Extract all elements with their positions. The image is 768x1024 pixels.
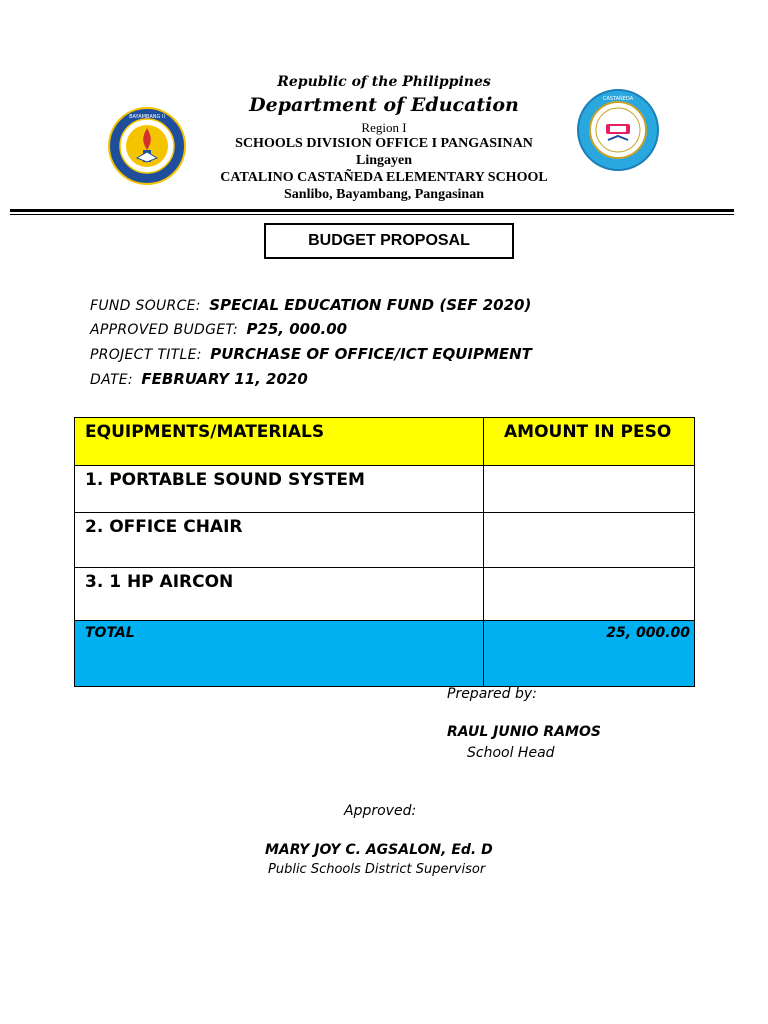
table-row bbox=[75, 466, 695, 513]
republic-heading: Republic of the Philippines bbox=[277, 74, 491, 90]
amount-cell bbox=[484, 513, 695, 568]
total-label: TOTAL bbox=[75, 621, 484, 687]
date-value: FEBRUARY 11, 2020 bbox=[141, 370, 308, 388]
prepared-by-label: Prepared by: bbox=[447, 686, 537, 702]
header-divider-thin bbox=[10, 214, 734, 215]
total-value: 25, 000.00 bbox=[484, 621, 695, 687]
division-seal-icon bbox=[107, 106, 187, 186]
total-row bbox=[75, 621, 695, 687]
item-cell: 3. 1 HP AIRCON bbox=[75, 568, 484, 621]
table-header-row bbox=[75, 418, 695, 466]
project-title-value: PURCHASE OF OFFICE/ICT EQUIPMENT bbox=[210, 345, 532, 363]
document-title: BUDGET PROPOSAL bbox=[264, 223, 514, 259]
column-header-item: EQUIPMENTS/MATERIALS bbox=[75, 418, 484, 466]
school-seal-icon bbox=[576, 88, 660, 172]
fund-source-value: SPECIAL EDUCATION FUND (SEF 2020) bbox=[209, 296, 532, 314]
date-line bbox=[90, 370, 308, 388]
header-divider-thick bbox=[10, 209, 734, 212]
city-text: Lingayen bbox=[355, 153, 412, 168]
item-cell: 2. OFFICE CHAIR bbox=[75, 513, 484, 568]
table-row bbox=[75, 513, 695, 568]
approved-by-role: Public Schools District Supervisor bbox=[268, 862, 486, 877]
project-title-label: PROJECT TITLE: bbox=[90, 347, 202, 363]
amount-cell bbox=[484, 466, 695, 513]
region-text: Region I bbox=[361, 120, 407, 135]
school-name: CATALINO CASTAÑEDA ELEMENTARY SCHOOL bbox=[220, 170, 548, 185]
budget-table bbox=[74, 417, 695, 687]
svg-text:CASTAÑEDA: CASTAÑEDA bbox=[602, 96, 634, 102]
date-label: DATE: bbox=[90, 372, 133, 388]
approved-budget-line bbox=[90, 320, 347, 338]
item-cell: 1. PORTABLE SOUND SYSTEM bbox=[75, 466, 484, 513]
approved-label: Approved: bbox=[344, 803, 417, 819]
fund-source-line bbox=[90, 296, 531, 314]
amount-cell bbox=[484, 568, 695, 621]
project-title-line bbox=[90, 345, 532, 363]
school-address: Sanlibo, Bayambang, Pangasinan bbox=[284, 187, 484, 202]
division-office-text: SCHOOLS DIVISION OFFICE I PANGASINAN bbox=[235, 136, 533, 151]
prepared-by-name: RAUL JUNIO RAMOS bbox=[447, 724, 601, 740]
approved-budget-value: P25, 000.00 bbox=[246, 320, 348, 338]
table-row bbox=[75, 568, 695, 621]
fund-source-label: FUND SOURCE: bbox=[90, 298, 201, 314]
approved-by-name: MARY JOY C. AGSALON, Ed. D bbox=[265, 842, 493, 858]
prepared-by-role: School Head bbox=[467, 745, 555, 761]
approved-budget-label: APPROVED BUDGET: bbox=[90, 322, 238, 338]
department-heading: Department of Education bbox=[249, 94, 519, 116]
svg-text:BAYAMBANG II: BAYAMBANG II bbox=[129, 114, 165, 120]
column-header-amount: AMOUNT IN PESO bbox=[484, 418, 695, 466]
